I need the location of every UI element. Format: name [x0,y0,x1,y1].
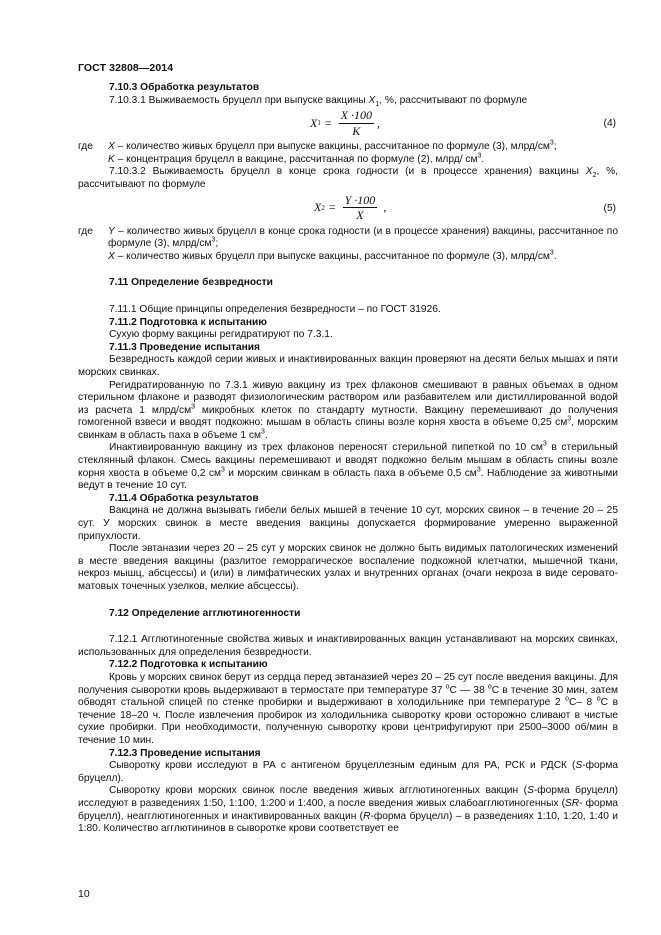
section-heading-7-11: 7.11 Определение безвредности [109,277,273,289]
paragraph-7-12-2: Кровь у морских свинок берут из сердца перед эвтаназией через 20 – 25 сут после введения вакцины. Для получения сыворотки кровь выдерживают в термостате при температуре 37 $^о$С — 38 $^о$С в течение 30 мин, затем обводят стальной спицей по стенке пробирки и выдерживают в холодильнике при температуре 2 $^о$С– 8 $^о$С в течение 18–20 ч. После извлечения пробирок из холодильника сыворотку крови осторожно сливают в чистые сухие пробирки. При необходимости, полученную сыворотку крови центрифугируют при 2500–3000 об/мин в течение 10 мин. [78,671,618,746]
subsection-heading-7-12-2: 7.12.2 Подготовка к испытанию [109,659,268,671]
where-item-x2: X – количество живых бруцелл при выпуске вакцины, рассчитанное по формуле (3), млрд/$см^3$. [108,249,557,262]
standard-header: ГОСТ 32808—2014 [78,62,174,74]
formula-5: X 2 = $\frac{Y \cdot 100}{X}$ , (5) [314,192,616,223]
paragraph-7-12-3-a: Сыворотку крови исследуют в РА с антигеном бруцеллезным единым для РА, РСК и РДСК (S-форма бруцелл). [78,760,618,784]
section-heading-7-12: 7.12 Определение агглютиногенности [109,607,301,619]
paragraph-7-10-3-2: 7.10.3.2 Выживаемость бруцелл в конце срока годности (и в процессе хранения) вакцины $X_2$, %, рассчитывают по формуле [78,166,618,190]
document-body [78,82,618,836]
paragraph-7-12-1: 7.12.1 Агглютиногенные свойства живых и инактивированных вакцин устанавливают на морских свинках, использованных для определения безвредности. [78,634,618,658]
formula-number-5: (5) [603,202,616,214]
paragraph-7-11-1: 7.11.1 Общие принципы определения безвредности – по ГОСТ 31926. [109,303,441,315]
paragraph-7-11-4-b: После эвтаназии через 20 – 25 сут у морских свинок не должно быть видимых патологических изменений в месте введения вакцины (разлитое геморрагическое воспаление подкожной клетчатки, мышечной ткани, некроз мышц, абсцессы) и (или) в лимфатических узлах и внутренних органах (очаги некроза в виде серовато-матовых точечных узелков, мелкие абсцессы). [78,543,618,592]
formula-4: X 1 = $\frac{X \cdot 100}{K}$ , (4) [310,108,616,138]
paragraph-7-11-4-a: Вакцина не должна вызывать гибели белых мышей в течение 10 сут, морских свинок – в течение 20 – 25 сут. У морских свинок в месте введения вакцины допускается формирование умеренно выраженной припухлости. [78,505,618,542]
paragraph-7-11-3-b: Регидратированную по 7.3.1 живую вакцину из трех флаконов смешивают в равных объемах в одном стерильном флаконе и разводят физиологическим раствором или разбавителем или дистиллированной водой из расчета 1 млрд/$см^3$ микробных клеток по стандарту мутности. Вакцину перемешивают до получения гомогенной взвеси и вводят подкожно: мышам в область спины возле корня хвоста в объеме 0,25 $см^3$, морским свинкам в область паха в объеме 1 $см^3$. [78,379,618,441]
formula-number-4: (4) [603,118,616,130]
paragraph-7-11-2: Сухую форму вакцины регидратируют по 7.3.1. [109,329,333,341]
subsection-heading-7-11-2: 7.11.2 Подготовка к испытанию [109,316,267,328]
subsection-heading-7-11-3: 7.11.3 Проведение испытания [109,341,260,353]
paragraph-7-10-3-1: 7.10.3.1 Выживаемость бруцелл при выпуске вакцины $X_1$, %, рассчитывают по формуле [109,94,528,108]
paragraph-7-12-3-b: Сыворотку крови морских свинок после введения живых агглютиногенных вакцин (S-форма бруцелл) исследуют в разведениях 1:50, 1:100, 1:200 и 1:400, а после введения живых слабоагглютиногенных (SR- форма бруцелл), неагглютиногенных и инактивированных вакцин (R-форма бруцелл) – в разведениях 1:10, 1:20, 1:40 и 1:80. Количество агглютининов в сыворотке крови соответствует ее [78,785,618,835]
paragraph-7-11-3-c: Инактивированную вакцину из трех флаконов переносят стерильной пипеткой по 10 $см^3$ в стерильный стеклянный флакон. Смесь вакцины перемешивают и вводят подкожно белым мышам в область спины возле корня хвоста в объеме 0,2 $см^3$ и морским свинкам в область паха в объеме 0,5 $см^3$. Наблюдение за животными ведут в течение 10 сут. [78,441,618,492]
subsection-heading-7-11-4: 7.11.4 Обработка результатов [109,492,259,504]
where-item-x: где X – количество живых бруцелл при выпуске вакцины, рассчитанное по формуле (3), млрд/$см^3$; [78,139,557,153]
where-item-k: K – концентрация бруцелл в вакцине, рассчитанная по формуле (2), млрд/ $см^3$. [108,152,485,165]
subsection-heading-7-12-3: 7.12.3 Проведение испытания [109,747,261,759]
where-item-y: где Y – количество живых бруцелл в конце срока годности (и в процессе хранения) вакцины, рассчитанное по формуле (3), млрд/$см^3$; [78,225,618,250]
page-number: 10 [78,888,90,900]
section-heading-7-10-3: 7.10.3 Обработка результатов [109,82,260,93]
paragraph-7-11-3-a: Безвредность каждой серии живых и инактивированных вакцин проверяют на десяти белых мышах и пяти морских свинках. [78,354,618,378]
